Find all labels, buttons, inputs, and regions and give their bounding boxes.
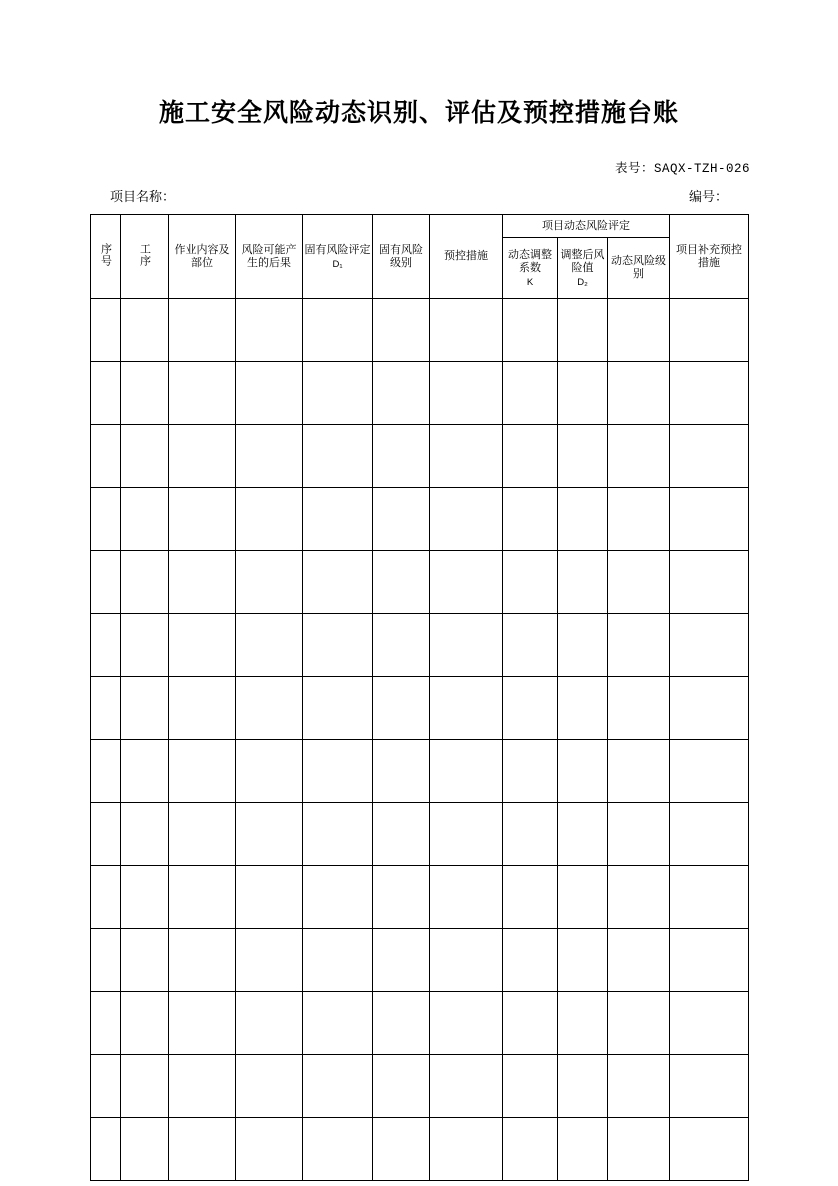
- cell-seq[interactable]: [91, 614, 121, 677]
- cell-supplement[interactable]: [670, 866, 749, 929]
- cell-inherent-risk-value[interactable]: [303, 929, 373, 992]
- table-row: [91, 614, 749, 677]
- cell-consequence[interactable]: [236, 1055, 303, 1118]
- cell-work-content[interactable]: [169, 362, 236, 425]
- cell-inherent-risk-level[interactable]: [373, 677, 430, 740]
- cell-seq[interactable]: [91, 425, 121, 488]
- cell-inherent-risk-value[interactable]: [303, 1055, 373, 1118]
- cell-adjusted-value[interactable]: [558, 299, 608, 362]
- cell-inherent-risk-level[interactable]: [373, 992, 430, 1055]
- cell-seq[interactable]: [91, 929, 121, 992]
- cell-dynamic-factor[interactable]: [503, 362, 558, 425]
- cell-inherent-risk-value[interactable]: [303, 299, 373, 362]
- cell-precaution[interactable]: [430, 488, 503, 551]
- cell-dynamic-factor[interactable]: [503, 677, 558, 740]
- cell-dynamic-level[interactable]: [608, 551, 670, 614]
- cell-dynamic-level[interactable]: [608, 866, 670, 929]
- cell-work-content[interactable]: [169, 299, 236, 362]
- table-row: [91, 677, 749, 740]
- table-body: [91, 299, 749, 1181]
- cell-inherent-risk-value[interactable]: [303, 866, 373, 929]
- cell-inherent-risk-level[interactable]: [373, 299, 430, 362]
- cell-process[interactable]: [121, 740, 169, 803]
- table-row: [91, 803, 749, 866]
- cell-seq[interactable]: [91, 992, 121, 1055]
- cell-dynamic-level[interactable]: [608, 740, 670, 803]
- cell-inherent-risk-level[interactable]: [373, 803, 430, 866]
- table-row: [91, 551, 749, 614]
- cell-inherent-risk-level[interactable]: [373, 740, 430, 803]
- cell-adjusted-value[interactable]: [558, 803, 608, 866]
- cell-dynamic-factor[interactable]: [503, 1118, 558, 1181]
- cell-supplement[interactable]: [670, 929, 749, 992]
- cell-seq[interactable]: [91, 866, 121, 929]
- cell-inherent-risk-value[interactable]: [303, 614, 373, 677]
- cell-precaution[interactable]: [430, 1055, 503, 1118]
- table-row: [91, 1118, 749, 1181]
- cell-inherent-risk-value[interactable]: [303, 677, 373, 740]
- table-row: [91, 929, 749, 992]
- cell-inherent-risk-value[interactable]: [303, 803, 373, 866]
- cell-work-content[interactable]: [169, 1055, 236, 1118]
- table-header-row-1: [91, 215, 749, 238]
- table-row: [91, 740, 749, 803]
- cell-work-content[interactable]: [169, 803, 236, 866]
- cell-adjusted-value[interactable]: [558, 425, 608, 488]
- cell-process[interactable]: [121, 551, 169, 614]
- cell-adjusted-value[interactable]: [558, 992, 608, 1055]
- cell-inherent-risk-level[interactable]: [373, 425, 430, 488]
- column-header-inherent-risk-value: 固有风险评定 D₁: [303, 215, 373, 299]
- cell-consequence[interactable]: [236, 677, 303, 740]
- form-code: 表号：SAQX-TZH-026: [614, 162, 750, 176]
- cell-process[interactable]: [121, 677, 169, 740]
- column-header-dynamic-factor: 动态调整系数 K: [503, 238, 558, 299]
- column-header-process: 工序: [121, 215, 169, 299]
- cell-work-content[interactable]: [169, 866, 236, 929]
- cell-adjusted-value[interactable]: [558, 614, 608, 677]
- cell-dynamic-factor[interactable]: [503, 551, 558, 614]
- cell-adjusted-value[interactable]: [558, 1055, 608, 1118]
- cell-dynamic-factor[interactable]: [503, 803, 558, 866]
- cell-process[interactable]: [121, 362, 169, 425]
- cell-supplement[interactable]: [670, 614, 749, 677]
- cell-process[interactable]: [121, 614, 169, 677]
- cell-work-content[interactable]: [169, 992, 236, 1055]
- cell-consequence[interactable]: [236, 929, 303, 992]
- cell-inherent-risk-value[interactable]: [303, 425, 373, 488]
- column-header-seq: 序号: [91, 215, 121, 299]
- cell-work-content[interactable]: [169, 488, 236, 551]
- cell-inherent-risk-level[interactable]: [373, 866, 430, 929]
- cell-process[interactable]: [121, 299, 169, 362]
- page-title: 施工安全风险动态识别、评估及预控措施台账: [158, 99, 679, 127]
- cell-work-content[interactable]: [169, 614, 236, 677]
- cell-seq[interactable]: [91, 362, 121, 425]
- cell-adjusted-value[interactable]: [558, 866, 608, 929]
- cell-process[interactable]: [121, 992, 169, 1055]
- cell-inherent-risk-level[interactable]: [373, 488, 430, 551]
- cell-inherent-risk-level[interactable]: [373, 1055, 430, 1118]
- cell-consequence[interactable]: [236, 425, 303, 488]
- cell-adjusted-value[interactable]: [558, 677, 608, 740]
- cell-precaution[interactable]: [430, 425, 503, 488]
- cell-precaution[interactable]: [430, 740, 503, 803]
- cell-consequence[interactable]: [236, 803, 303, 866]
- cell-supplement[interactable]: [670, 677, 749, 740]
- cell-inherent-risk-value[interactable]: [303, 992, 373, 1055]
- cell-supplement[interactable]: [670, 992, 749, 1055]
- cell-inherent-risk-level[interactable]: [373, 614, 430, 677]
- table-row: [91, 1055, 749, 1118]
- table-row: [91, 866, 749, 929]
- table-row: [91, 488, 749, 551]
- cell-supplement[interactable]: [670, 803, 749, 866]
- cell-seq[interactable]: [91, 488, 121, 551]
- cell-dynamic-level[interactable]: [608, 488, 670, 551]
- cell-supplement[interactable]: [670, 425, 749, 488]
- cell-dynamic-factor[interactable]: [503, 299, 558, 362]
- cell-inherent-risk-level[interactable]: [373, 929, 430, 992]
- cell-dynamic-level[interactable]: [608, 803, 670, 866]
- cell-inherent-risk-level[interactable]: [373, 1118, 430, 1181]
- cell-dynamic-factor[interactable]: [503, 740, 558, 803]
- cell-consequence[interactable]: [236, 488, 303, 551]
- table-row: [91, 362, 749, 425]
- cell-seq[interactable]: [91, 551, 121, 614]
- cell-supplement[interactable]: [670, 488, 749, 551]
- cell-precaution[interactable]: [430, 992, 503, 1055]
- table-row: [91, 299, 749, 362]
- cell-process[interactable]: [121, 929, 169, 992]
- risk-ledger-table: [90, 214, 749, 1181]
- cell-precaution[interactable]: [430, 677, 503, 740]
- column-group-header-dynamic-assessment: 项目动态风险评定: [503, 215, 670, 238]
- cell-supplement[interactable]: [670, 740, 749, 803]
- cell-work-content[interactable]: [169, 929, 236, 992]
- cell-work-content[interactable]: [169, 677, 236, 740]
- cell-dynamic-level[interactable]: [608, 1055, 670, 1118]
- cell-work-content[interactable]: [169, 425, 236, 488]
- cell-dynamic-factor[interactable]: [503, 425, 558, 488]
- cell-process[interactable]: [121, 1055, 169, 1118]
- column-header-work-content: 作业内容及部位: [169, 215, 236, 299]
- cell-consequence[interactable]: [236, 551, 303, 614]
- column-header-precaution: 预控措施: [430, 215, 503, 299]
- cell-seq[interactable]: [91, 1118, 121, 1181]
- cell-precaution[interactable]: [430, 299, 503, 362]
- column-header-consequence: 风险可能产生的后果: [236, 215, 303, 299]
- cell-adjusted-value[interactable]: [558, 1118, 608, 1181]
- cell-dynamic-level[interactable]: [608, 677, 670, 740]
- cell-dynamic-factor[interactable]: [503, 488, 558, 551]
- cell-dynamic-level[interactable]: [608, 992, 670, 1055]
- cell-inherent-risk-level[interactable]: [373, 551, 430, 614]
- cell-dynamic-factor[interactable]: [503, 929, 558, 992]
- cell-supplement[interactable]: [670, 1118, 749, 1181]
- cell-precaution[interactable]: [430, 929, 503, 992]
- cell-process[interactable]: [121, 425, 169, 488]
- cell-precaution[interactable]: [430, 551, 503, 614]
- column-header-adjusted-value: 调整后风险值 D₂: [558, 238, 608, 299]
- cell-inherent-risk-value[interactable]: [303, 488, 373, 551]
- cell-dynamic-factor[interactable]: [503, 992, 558, 1055]
- cell-process[interactable]: [121, 488, 169, 551]
- column-header-inherent-risk-level: 固有风险级别: [373, 215, 430, 299]
- cell-adjusted-value[interactable]: [558, 488, 608, 551]
- cell-adjusted-value[interactable]: [558, 740, 608, 803]
- cell-inherent-risk-level[interactable]: [373, 362, 430, 425]
- cell-work-content[interactable]: [169, 1118, 236, 1181]
- cell-seq[interactable]: [91, 1055, 121, 1118]
- column-header-supplement: 项目补充预控措施: [670, 215, 749, 299]
- cell-dynamic-factor[interactable]: [503, 614, 558, 677]
- cell-dynamic-level[interactable]: [608, 362, 670, 425]
- cell-consequence[interactable]: [236, 299, 303, 362]
- cell-dynamic-level[interactable]: [608, 299, 670, 362]
- cell-work-content[interactable]: [169, 740, 236, 803]
- cell-precaution[interactable]: [430, 614, 503, 677]
- cell-seq[interactable]: [91, 299, 121, 362]
- cell-work-content[interactable]: [169, 551, 236, 614]
- table-row: [91, 992, 749, 1055]
- cell-precaution[interactable]: [430, 866, 503, 929]
- project-name-label: 项目名称：: [110, 189, 176, 204]
- cell-inherent-risk-value[interactable]: [303, 740, 373, 803]
- cell-consequence[interactable]: [236, 740, 303, 803]
- cell-supplement[interactable]: [670, 299, 749, 362]
- cell-consequence[interactable]: [236, 1118, 303, 1181]
- cell-precaution[interactable]: [430, 803, 503, 866]
- serial-number-label: 编号：: [688, 189, 728, 204]
- cell-precaution[interactable]: [430, 1118, 503, 1181]
- cell-process[interactable]: [121, 1118, 169, 1181]
- cell-adjusted-value[interactable]: [558, 929, 608, 992]
- cell-supplement[interactable]: [670, 362, 749, 425]
- table-row: [91, 425, 749, 488]
- cell-dynamic-level[interactable]: [608, 1118, 670, 1181]
- cell-adjusted-value[interactable]: [558, 551, 608, 614]
- column-header-dynamic-level: 动态风险级别: [608, 238, 670, 299]
- cell-consequence[interactable]: [236, 362, 303, 425]
- cell-dynamic-level[interactable]: [608, 929, 670, 992]
- cell-inherent-risk-value[interactable]: [303, 362, 373, 425]
- cell-dynamic-level[interactable]: [608, 614, 670, 677]
- cell-dynamic-factor[interactable]: [503, 866, 558, 929]
- cell-seq[interactable]: [91, 740, 121, 803]
- cell-consequence[interactable]: [236, 866, 303, 929]
- cell-consequence[interactable]: [236, 614, 303, 677]
- cell-seq[interactable]: [91, 677, 121, 740]
- cell-supplement[interactable]: [670, 1055, 749, 1118]
- cell-supplement[interactable]: [670, 551, 749, 614]
- cell-adjusted-value[interactable]: [558, 362, 608, 425]
- cell-precaution[interactable]: [430, 362, 503, 425]
- cell-inherent-risk-value[interactable]: [303, 551, 373, 614]
- cell-dynamic-factor[interactable]: [503, 1055, 558, 1118]
- cell-process[interactable]: [121, 866, 169, 929]
- cell-seq[interactable]: [91, 803, 121, 866]
- cell-consequence[interactable]: [236, 992, 303, 1055]
- cell-inherent-risk-value[interactable]: [303, 1118, 373, 1181]
- cell-dynamic-level[interactable]: [608, 425, 670, 488]
- cell-process[interactable]: [121, 803, 169, 866]
